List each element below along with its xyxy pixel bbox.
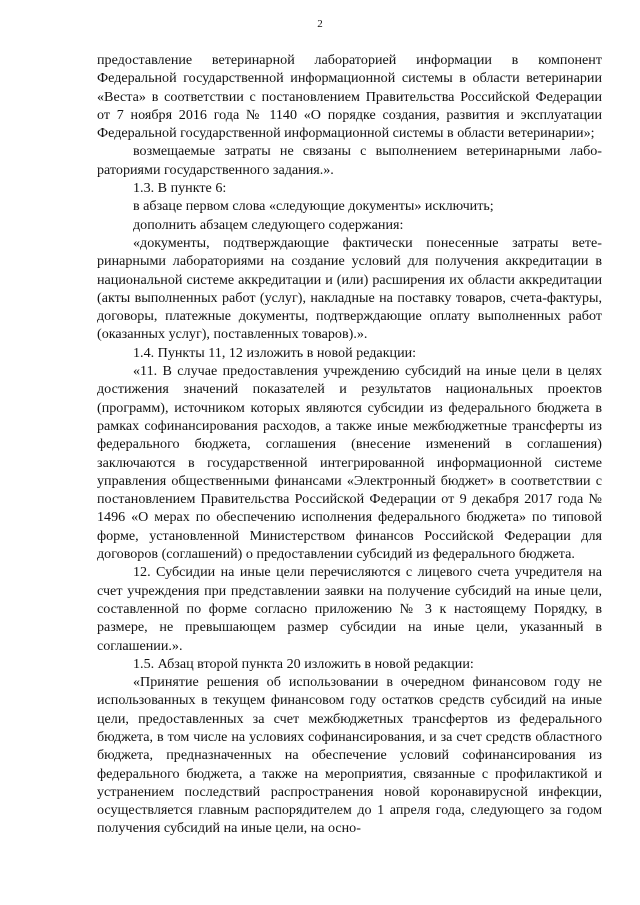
paragraph-exclude-words: в абзаце первом слова «следующие документы» исключить; <box>133 198 494 215</box>
paragraph-item-1-5: 1.5. Абзац второй пункта 20 изложить в новой редакции: <box>133 655 474 672</box>
document-body <box>97 51 602 838</box>
paragraph-vesta-information: предоставление ветеринарной лабораторией информации в компонент Федеральной государственной информационной системы в области ветеринарии «Веста» в соответствии с постановлением Правительства Российской Федерации от 7 ноября 2016 года № 1140 «О порядке создания, развития и эксплуатации Федеральной государственной информационной системы в области ветеринарии»; <box>97 52 602 142</box>
paragraph-item-1-4: 1.4. Пункты 11, 12 изложить в новой редакции: <box>133 344 417 361</box>
page-number: 2 <box>317 18 323 30</box>
paragraph-item-1-3: 1.3. В пункте 6: <box>133 180 227 197</box>
paragraph-documents-list: «документы, подтверждающие фактически понесенные затраты ветеринарными лабораториями на создание условий для получения аккредитации в национальной системе аккредитации и (или) расширения их области аккредитации (акты выполненных работ (услуг), накладные на поставку товаров, счета-фактуры, договоры, платежные документы, подтверждающие оплату выполненных работ (оказанных услуг), поставленных товаров).». <box>97 234 602 343</box>
paragraph-point-11: «11. В случае предоставления учреждению субсидий на иные цели в целях достижения значений показателей и результатов национальных проектов (программ), источником которых являются субсидии из федерального бюджета в рамках софинансирования расходов, а также иные межбюджетные трансферты из федерального бюджета, соглашения (внесение изменений в соглашения) заключаются в государственной интегрированной информационной системе управления общественными финансами «Электронный бюджет» в соответствии с постановлением Правительства Российской Федерации от 9 декабря 2017 года № 1496 «О мерах по обеспечению исполнения федерального бюджета» по типовой форме, установленной Министерством финансов Российской Федерации для договоров (соглашений) о предоставлении субсидий из федерального бюджета. <box>97 363 602 563</box>
paragraph-point-12: 12. Субсидии на иные цели перечисляются с лицевого счета учредителя на счет учреждения при представлении заявки на получение субсидий на иные цели, составленной по форме согласно приложению № 3 к настоящему Порядку, в размере, не превышающем размер субсидии на иные цели, указанный в соглашении.». <box>97 564 602 654</box>
paragraph-reimbursed-costs: возмещаемые затраты не связаны с выполнением ветеринарными лабораториями государственного задания.». <box>97 143 602 178</box>
paragraph-add-content: дополнить абзацем следующего содержания: <box>133 216 404 233</box>
paragraph-decision-remaining-funds: «Принятие решения об использовании в очередном финансовом году не использованных в текущем финансовом году остатков средств субсидий на иные цели, предоставленных за счет межбюджетных трансфертов из федерального бюджета, в том числе на условиях софинансирования, и за счет средств областного бюджета, предназначенных на обеспечение условий софинансирования из федерального бюджета, а также на мероприятия, связанные с профилактикой и устранением последствий распространения новой коронавирусной инфекции, осуществляется главным распорядителем до 1 апреля года, следующего за годом получения субсидий на иные цели, на осно- <box>97 674 602 837</box>
